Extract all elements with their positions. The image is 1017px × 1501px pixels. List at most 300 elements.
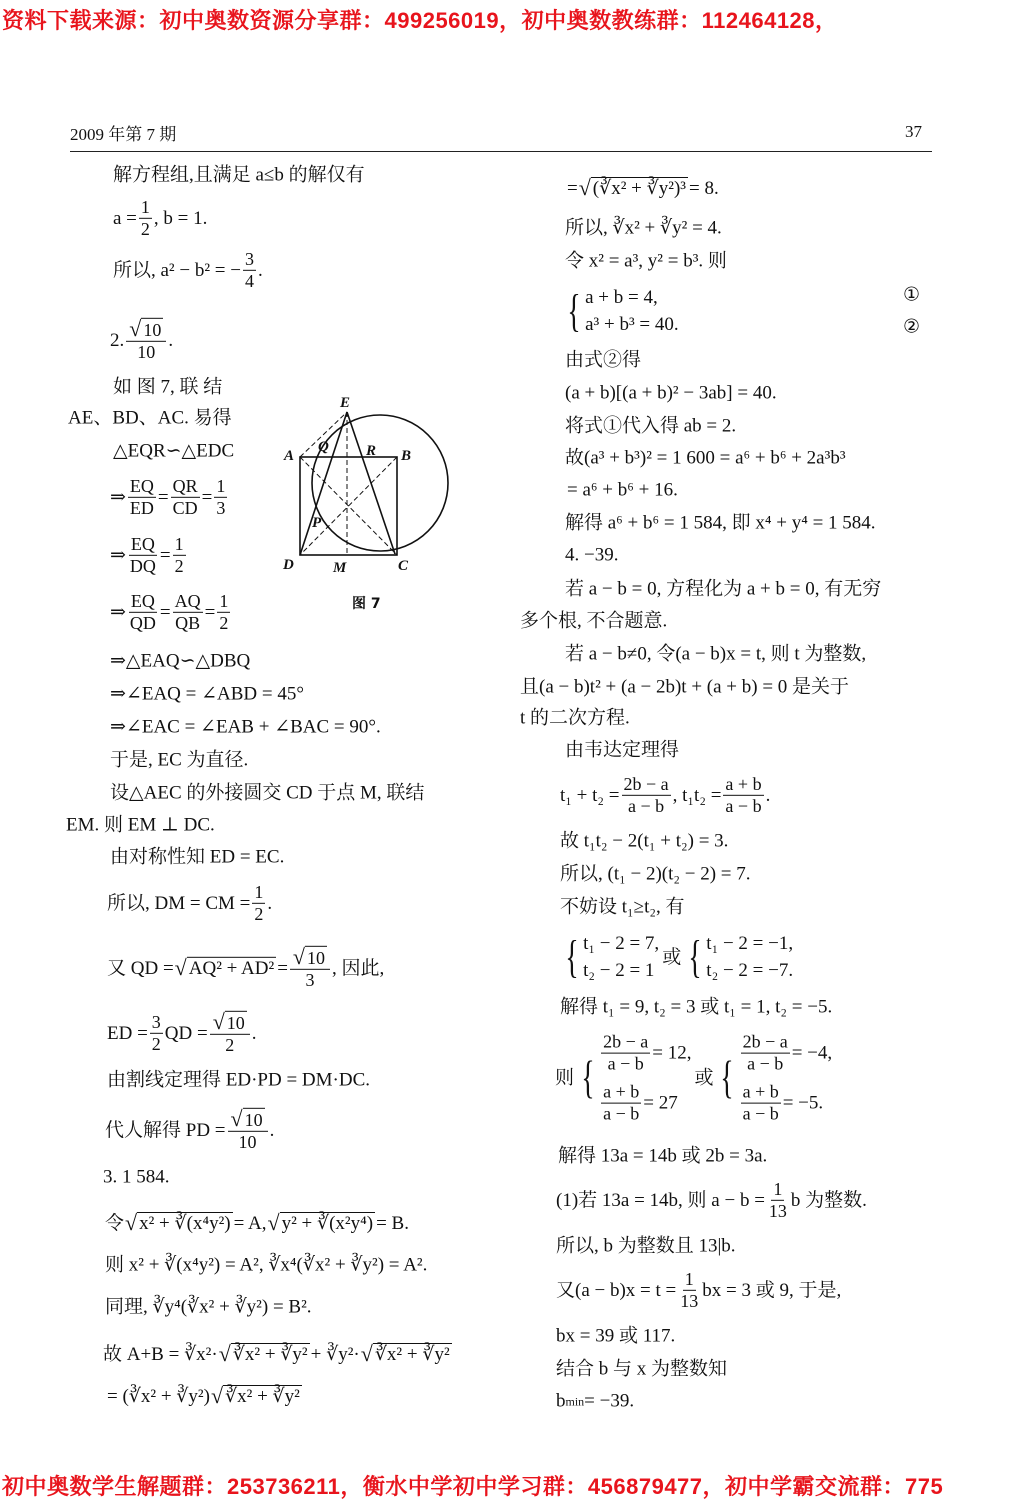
math-text: = B. bbox=[376, 1212, 409, 1234]
journal-issue: 2009 年第 7 期 bbox=[70, 125, 177, 144]
numerator bbox=[741, 1032, 790, 1054]
text-line bbox=[107, 882, 272, 924]
denominator bbox=[135, 342, 157, 363]
page-number: 37 bbox=[905, 122, 922, 141]
square-root bbox=[211, 1385, 302, 1407]
math-text: t 的二次方程. bbox=[520, 707, 630, 729]
radical-sign: √ bbox=[360, 1341, 373, 1366]
text-line bbox=[565, 417, 736, 436]
math-text: 1 bbox=[219, 590, 229, 611]
math-text: CD bbox=[172, 497, 198, 518]
text-line bbox=[110, 718, 381, 737]
math-text: = bbox=[277, 957, 288, 979]
system-row bbox=[706, 961, 793, 980]
math-text: 若 a − b≠0, 令(a − b)x = t, 则 t 为整数, bbox=[565, 643, 867, 665]
text-line bbox=[110, 591, 232, 633]
math-text: a = bbox=[113, 207, 137, 229]
math-text: AE、BD、AC. 易得 bbox=[68, 407, 232, 429]
numerator bbox=[139, 197, 152, 219]
math-text: = bbox=[159, 601, 171, 623]
math-text: x² + ∛(x⁴y²) bbox=[139, 1213, 231, 1234]
text-line bbox=[556, 1269, 841, 1311]
numerator bbox=[129, 591, 157, 613]
fraction bbox=[723, 774, 763, 816]
math-text: a + b bbox=[742, 1082, 779, 1102]
math-text: ⇒ bbox=[110, 486, 126, 508]
numerator bbox=[723, 774, 763, 796]
math-text: = bbox=[159, 544, 171, 566]
numerator bbox=[683, 1269, 696, 1291]
denominator bbox=[237, 1132, 259, 1153]
text-line bbox=[107, 943, 385, 990]
math-text: 令 bbox=[105, 1212, 125, 1234]
fraction bbox=[128, 591, 158, 633]
denominator bbox=[139, 219, 152, 240]
fraction bbox=[126, 315, 166, 362]
math-text: = a⁶ + b⁶ + 16. bbox=[567, 479, 678, 501]
math-text: 4 bbox=[244, 270, 254, 291]
fraction bbox=[150, 1012, 163, 1054]
math-text: ⇒ bbox=[110, 544, 126, 566]
math-text: 2b − a bbox=[623, 773, 669, 794]
text-line bbox=[565, 351, 641, 370]
radicand bbox=[137, 1212, 233, 1234]
text-line bbox=[565, 546, 618, 565]
math-text: = 12, bbox=[652, 1042, 692, 1064]
math-text: 2b − a bbox=[603, 1031, 649, 1052]
denominator bbox=[606, 1053, 646, 1074]
radical-sign: √ bbox=[212, 1008, 225, 1034]
math-text: bx = 39 或 117. bbox=[556, 1325, 676, 1347]
math-text: 则 x² + ∛(x⁴y²) = A², ∛x⁴(∛x² + ∛y²) = A². bbox=[105, 1254, 428, 1276]
fraction bbox=[243, 249, 256, 291]
denominator bbox=[214, 498, 227, 519]
math-text: 1 bbox=[254, 881, 264, 902]
math-text: 故(a³ + b³)² = 1 600 = a⁶ + b⁶ + 2a³b³ bbox=[565, 447, 846, 469]
fraction bbox=[139, 197, 152, 239]
denominator bbox=[303, 970, 316, 991]
brace: { bbox=[720, 1052, 735, 1103]
numerator bbox=[601, 1082, 641, 1104]
fraction bbox=[214, 476, 227, 518]
math-text: 解得 t₁ = 9, t₂ = 3 或 t₁ = 1, t₂ = −5. bbox=[560, 996, 833, 1018]
math-text: = bbox=[201, 486, 213, 508]
math-text: = bbox=[204, 601, 216, 623]
system-row bbox=[585, 315, 679, 334]
label-q: Q bbox=[318, 439, 329, 455]
system-row bbox=[583, 934, 659, 953]
math-text: . bbox=[765, 784, 771, 806]
square-root bbox=[230, 1105, 265, 1131]
math-text: 2 bbox=[254, 903, 264, 924]
math-text: = bbox=[157, 486, 169, 508]
numerator bbox=[228, 1105, 268, 1132]
denominator bbox=[150, 1034, 163, 1055]
math-text: a − b bbox=[725, 795, 762, 816]
system-rows bbox=[585, 288, 679, 334]
math-text: . bbox=[269, 1119, 275, 1141]
denominator bbox=[678, 1291, 700, 1312]
math-text: 所以, DM = CM = bbox=[107, 892, 251, 914]
text-line bbox=[565, 514, 876, 533]
system-rows bbox=[583, 934, 659, 980]
math-text: EQ bbox=[129, 475, 154, 496]
text-line bbox=[567, 481, 678, 500]
text-line bbox=[113, 166, 365, 185]
math-text: a + b bbox=[725, 773, 762, 794]
radical-sign: √ bbox=[292, 943, 305, 969]
square-root bbox=[292, 943, 327, 969]
text-line bbox=[110, 848, 284, 867]
math-text: 由对称性知 ED = EC. bbox=[110, 846, 285, 868]
numerator bbox=[210, 1008, 250, 1035]
text-line bbox=[520, 678, 849, 697]
text-line bbox=[556, 1392, 634, 1411]
text-line bbox=[110, 652, 250, 671]
numerator bbox=[601, 1032, 650, 1054]
text-line bbox=[107, 1071, 370, 1090]
denominator bbox=[128, 613, 158, 634]
equation-system bbox=[577, 1032, 691, 1125]
math-text: a − b bbox=[603, 1103, 640, 1124]
radicand bbox=[280, 1212, 376, 1234]
math-text: 1 bbox=[174, 533, 184, 554]
math-text: 1 bbox=[684, 1268, 694, 1289]
math-text: a − b bbox=[607, 1053, 644, 1074]
math-text: = 8. bbox=[688, 177, 719, 199]
radical-sign: √ bbox=[125, 1210, 138, 1235]
math-text: QD bbox=[129, 612, 156, 633]
denominator bbox=[171, 498, 200, 519]
denominator bbox=[767, 1201, 789, 1222]
text-line bbox=[520, 709, 630, 728]
math-text: t₂ − 2 = 1 bbox=[583, 960, 655, 981]
math-text: EQ bbox=[130, 590, 155, 611]
math-text: 或 bbox=[662, 946, 682, 968]
math-text: a + b bbox=[603, 1082, 640, 1102]
text-line bbox=[520, 612, 667, 631]
numerator bbox=[243, 249, 256, 271]
figure-caption: 图 7 bbox=[352, 596, 381, 612]
math-text: 10 bbox=[143, 319, 162, 340]
text-line bbox=[560, 774, 770, 816]
system-rows bbox=[739, 1032, 833, 1125]
text-line bbox=[565, 252, 727, 271]
math-text: 4. −39. bbox=[565, 544, 619, 566]
math-text: a³ + b³ = 40. bbox=[585, 314, 679, 335]
math-text: bx = 3 或 9, 于是, bbox=[702, 1279, 842, 1301]
math-text: . bbox=[267, 892, 273, 914]
label-p: P bbox=[312, 515, 322, 531]
square-root bbox=[361, 1343, 452, 1365]
system-rows bbox=[706, 934, 793, 980]
math-text: a − b bbox=[742, 1103, 779, 1124]
math-text: 10 bbox=[238, 1131, 257, 1152]
system-row bbox=[739, 1082, 833, 1124]
denominator bbox=[128, 556, 158, 577]
numerator bbox=[214, 476, 227, 498]
numerator bbox=[150, 1012, 163, 1034]
text-line bbox=[105, 1256, 427, 1275]
radicand bbox=[305, 946, 327, 969]
fraction bbox=[601, 1032, 650, 1074]
math-text: EQ bbox=[130, 533, 155, 554]
denominator bbox=[128, 498, 156, 519]
text-line bbox=[110, 751, 248, 770]
square-root bbox=[212, 1008, 247, 1034]
math-text: ∛x² + ∛y² bbox=[232, 1344, 308, 1365]
math-text: 3 bbox=[216, 497, 226, 518]
math-text: EM. 则 EM ⊥ DC. bbox=[66, 814, 215, 836]
radicand bbox=[223, 1385, 302, 1407]
math-text: ED = bbox=[107, 1022, 148, 1044]
text-line bbox=[565, 645, 866, 664]
text-line bbox=[565, 219, 722, 238]
square-root bbox=[129, 315, 163, 341]
math-text: 3 bbox=[305, 969, 315, 990]
text-line bbox=[560, 865, 751, 884]
numerator bbox=[128, 476, 156, 498]
fraction bbox=[622, 774, 671, 816]
text-line bbox=[565, 580, 881, 599]
math-text: 2 bbox=[174, 555, 184, 576]
math-text: t₁ + t₂ = bbox=[560, 784, 620, 806]
denominator bbox=[173, 556, 186, 577]
math-text: t₁ − 2 = 7, bbox=[583, 933, 660, 954]
math-text: , t₁t₂ = bbox=[672, 784, 722, 806]
fraction bbox=[173, 534, 186, 576]
text-line bbox=[110, 476, 229, 518]
label-r: R bbox=[366, 443, 377, 459]
equation-system bbox=[716, 1032, 832, 1125]
radicand bbox=[187, 957, 276, 979]
text-line bbox=[556, 1237, 736, 1256]
square-root bbox=[219, 1343, 310, 1365]
numerator bbox=[771, 1179, 784, 1201]
math-text: 又(a − b)x = t = bbox=[556, 1279, 677, 1301]
radicand bbox=[141, 318, 163, 341]
math-text: 10 bbox=[244, 1109, 263, 1130]
radical-sign: √ bbox=[578, 175, 591, 200]
math-text: 多个根, 不合题意. bbox=[520, 610, 668, 632]
label-a: A bbox=[284, 448, 295, 464]
equation-system bbox=[684, 931, 794, 982]
math-text: t₁ − 2 = −1, bbox=[706, 933, 794, 954]
text-line bbox=[68, 409, 232, 428]
numerator bbox=[290, 943, 330, 970]
denominator bbox=[217, 613, 230, 634]
header-rule bbox=[70, 151, 932, 152]
math-text: 则 bbox=[555, 1067, 575, 1089]
math-text: a − b bbox=[747, 1053, 784, 1074]
denominator bbox=[243, 271, 256, 292]
math-text: 13 bbox=[768, 1200, 787, 1221]
numerator bbox=[171, 476, 200, 498]
radicand bbox=[591, 177, 688, 199]
fraction bbox=[601, 1082, 641, 1124]
denominator bbox=[601, 1104, 641, 1125]
math-text: 解方程组,且满足 a≤b 的解仅有 bbox=[113, 164, 365, 186]
math-text: 1 bbox=[140, 196, 150, 217]
group-banner: 初中奥数学生解题群：253736211，衡水中学初中学习群：456879477，初中学霸交流群：775 bbox=[2, 1474, 944, 1499]
math-text: 2 bbox=[140, 218, 150, 239]
math-text: , b = 1. bbox=[153, 207, 208, 229]
math-text: 2 bbox=[219, 612, 229, 633]
math-text: 2b − a bbox=[742, 1031, 788, 1052]
math-text: = bbox=[567, 177, 578, 199]
download-source-banner: 资料下载来源：初中奥数资源分享群：499256019，初中奥数教练群：112464128， bbox=[2, 8, 838, 33]
math-text: t₂ − 2 = −7. bbox=[706, 960, 794, 981]
math-text: 若 a − b = 0, 方程化为 a + b = 0, 有无穷 bbox=[565, 578, 882, 600]
system-row bbox=[585, 288, 679, 307]
text-line bbox=[558, 931, 796, 982]
text-line bbox=[903, 286, 920, 305]
text-line bbox=[110, 784, 424, 803]
system-row bbox=[599, 1032, 691, 1074]
fraction bbox=[741, 1082, 781, 1124]
math-text: = 27 bbox=[643, 1092, 678, 1114]
text-line bbox=[560, 832, 728, 851]
fraction bbox=[290, 943, 330, 990]
radical-sign: √ bbox=[230, 1105, 243, 1131]
math-text: y² + ∛(x²y⁴) bbox=[281, 1213, 374, 1234]
text-line bbox=[105, 1298, 312, 1317]
math-text: b bbox=[556, 1390, 566, 1412]
label-c: C bbox=[398, 558, 409, 574]
math-text: , 因此, bbox=[332, 957, 385, 979]
fraction bbox=[171, 476, 200, 518]
numerator bbox=[217, 591, 230, 613]
math-text: 由式②得 bbox=[565, 349, 642, 371]
math-text: DQ bbox=[129, 555, 156, 576]
math-text: a + b = 4, bbox=[585, 287, 658, 308]
denominator bbox=[723, 796, 763, 817]
text-line bbox=[560, 998, 832, 1017]
math-text: 2 bbox=[225, 1034, 235, 1055]
math-text: (1)若 13a = 14b, 则 a − b = bbox=[556, 1189, 765, 1211]
equation-system bbox=[561, 931, 660, 982]
numerator bbox=[622, 774, 671, 796]
denominator bbox=[173, 613, 202, 634]
text-line bbox=[113, 378, 222, 397]
math-text: 又 QD = bbox=[107, 957, 174, 979]
math-text: 同理, ∛y⁴(∛x² + ∛y²) = B². bbox=[105, 1296, 312, 1318]
numerator bbox=[129, 534, 157, 556]
math-text: 或 bbox=[694, 1067, 714, 1089]
math-text: 2. bbox=[110, 329, 125, 351]
text-line bbox=[110, 685, 304, 704]
text-line bbox=[556, 1327, 675, 1346]
system-row bbox=[706, 934, 793, 953]
math-text: b 为整数. bbox=[790, 1189, 867, 1211]
radicand bbox=[373, 1343, 452, 1365]
math-text: 代人解得 PD = bbox=[105, 1119, 226, 1141]
fraction bbox=[128, 476, 156, 518]
label-b: B bbox=[401, 448, 412, 464]
math-text: ED bbox=[129, 497, 154, 518]
math-text: 所以, ∛x² + ∛y² = 4. bbox=[565, 217, 722, 239]
math-text: (a + b)[(a + b)² − 3ab] = 40. bbox=[565, 382, 777, 404]
math-text: + ∛y²· bbox=[310, 1343, 360, 1365]
fraction bbox=[210, 1008, 250, 1055]
math-text: 设△AEC 的外接圆交 CD 于点 M, 联结 bbox=[110, 782, 425, 804]
system-row bbox=[583, 961, 659, 980]
fraction bbox=[173, 591, 203, 633]
radical-sign: √ bbox=[129, 315, 142, 341]
denominator bbox=[741, 1104, 781, 1125]
text-line bbox=[66, 816, 215, 835]
math-text: = A, bbox=[233, 1212, 267, 1234]
text-line bbox=[567, 177, 719, 199]
math-text: 且(a − b)t² + (a − 2b)t + (a + b) = 0 是关于 bbox=[520, 676, 850, 698]
text-line bbox=[110, 315, 174, 362]
system-row bbox=[599, 1082, 691, 1124]
text-line bbox=[560, 285, 682, 336]
system-rows bbox=[599, 1032, 691, 1125]
radical-sign: √ bbox=[210, 1383, 224, 1408]
label-e: E bbox=[340, 395, 351, 411]
text-line bbox=[565, 741, 679, 760]
brace: { bbox=[567, 285, 581, 336]
math-text: 3 bbox=[244, 248, 254, 269]
math-text: 由韦达定理得 bbox=[565, 739, 680, 761]
math-text: ⇒ bbox=[110, 601, 126, 623]
math-text: 1 bbox=[773, 1178, 783, 1199]
brace: { bbox=[581, 1052, 595, 1103]
text-line bbox=[555, 1032, 835, 1125]
denominator bbox=[223, 1035, 236, 1056]
brace: { bbox=[565, 931, 579, 982]
math-text: ⇒△EAQ∽△DBQ bbox=[110, 650, 251, 672]
math-text: . bbox=[251, 1022, 257, 1044]
fraction bbox=[217, 591, 230, 633]
numerator bbox=[741, 1082, 781, 1104]
equation-system bbox=[563, 285, 679, 336]
math-text: 解得 a⁶ + b⁶ = 1 584, 即 x⁴ + y⁴ = 1 584. bbox=[565, 512, 876, 534]
math-text: 不妨设 t₁≥t₂, 有 bbox=[560, 896, 685, 918]
circle bbox=[312, 415, 448, 551]
math-text: ∛x² + ∛y² bbox=[225, 1386, 300, 1407]
label-m: M bbox=[333, 560, 347, 576]
radicand bbox=[225, 1011, 247, 1034]
text-line bbox=[103, 1168, 170, 1187]
text-line bbox=[105, 1105, 275, 1152]
fraction bbox=[767, 1179, 789, 1221]
math-text: 1 bbox=[216, 475, 226, 496]
denominator bbox=[252, 904, 265, 925]
fraction bbox=[678, 1269, 700, 1311]
math-text: ② bbox=[903, 316, 921, 338]
math-text: 10 bbox=[137, 341, 156, 362]
math-text: 10 bbox=[226, 1012, 245, 1033]
math-text: ⇒∠EAQ = ∠ABD = 45° bbox=[110, 683, 304, 705]
text-line bbox=[105, 1212, 409, 1234]
math-text: ⇒∠EAC = ∠EAB + ∠BAC = 90°. bbox=[110, 716, 381, 738]
fraction bbox=[252, 882, 265, 924]
math-text: 3 bbox=[151, 1011, 161, 1032]
math-text: ∛x² + ∛y² bbox=[374, 1344, 450, 1365]
numerator bbox=[126, 315, 166, 342]
square-root bbox=[175, 957, 277, 979]
text-line bbox=[113, 442, 234, 461]
numerator bbox=[173, 591, 203, 613]
subscript: min bbox=[565, 1394, 585, 1408]
math-text: = (∛x² + ∛y²) bbox=[107, 1385, 210, 1407]
math-text: 所以, b 为整数且 13|b. bbox=[556, 1235, 736, 1257]
math-text: AQ bbox=[174, 590, 201, 611]
label-d: D bbox=[283, 557, 294, 573]
fraction bbox=[228, 1105, 268, 1152]
